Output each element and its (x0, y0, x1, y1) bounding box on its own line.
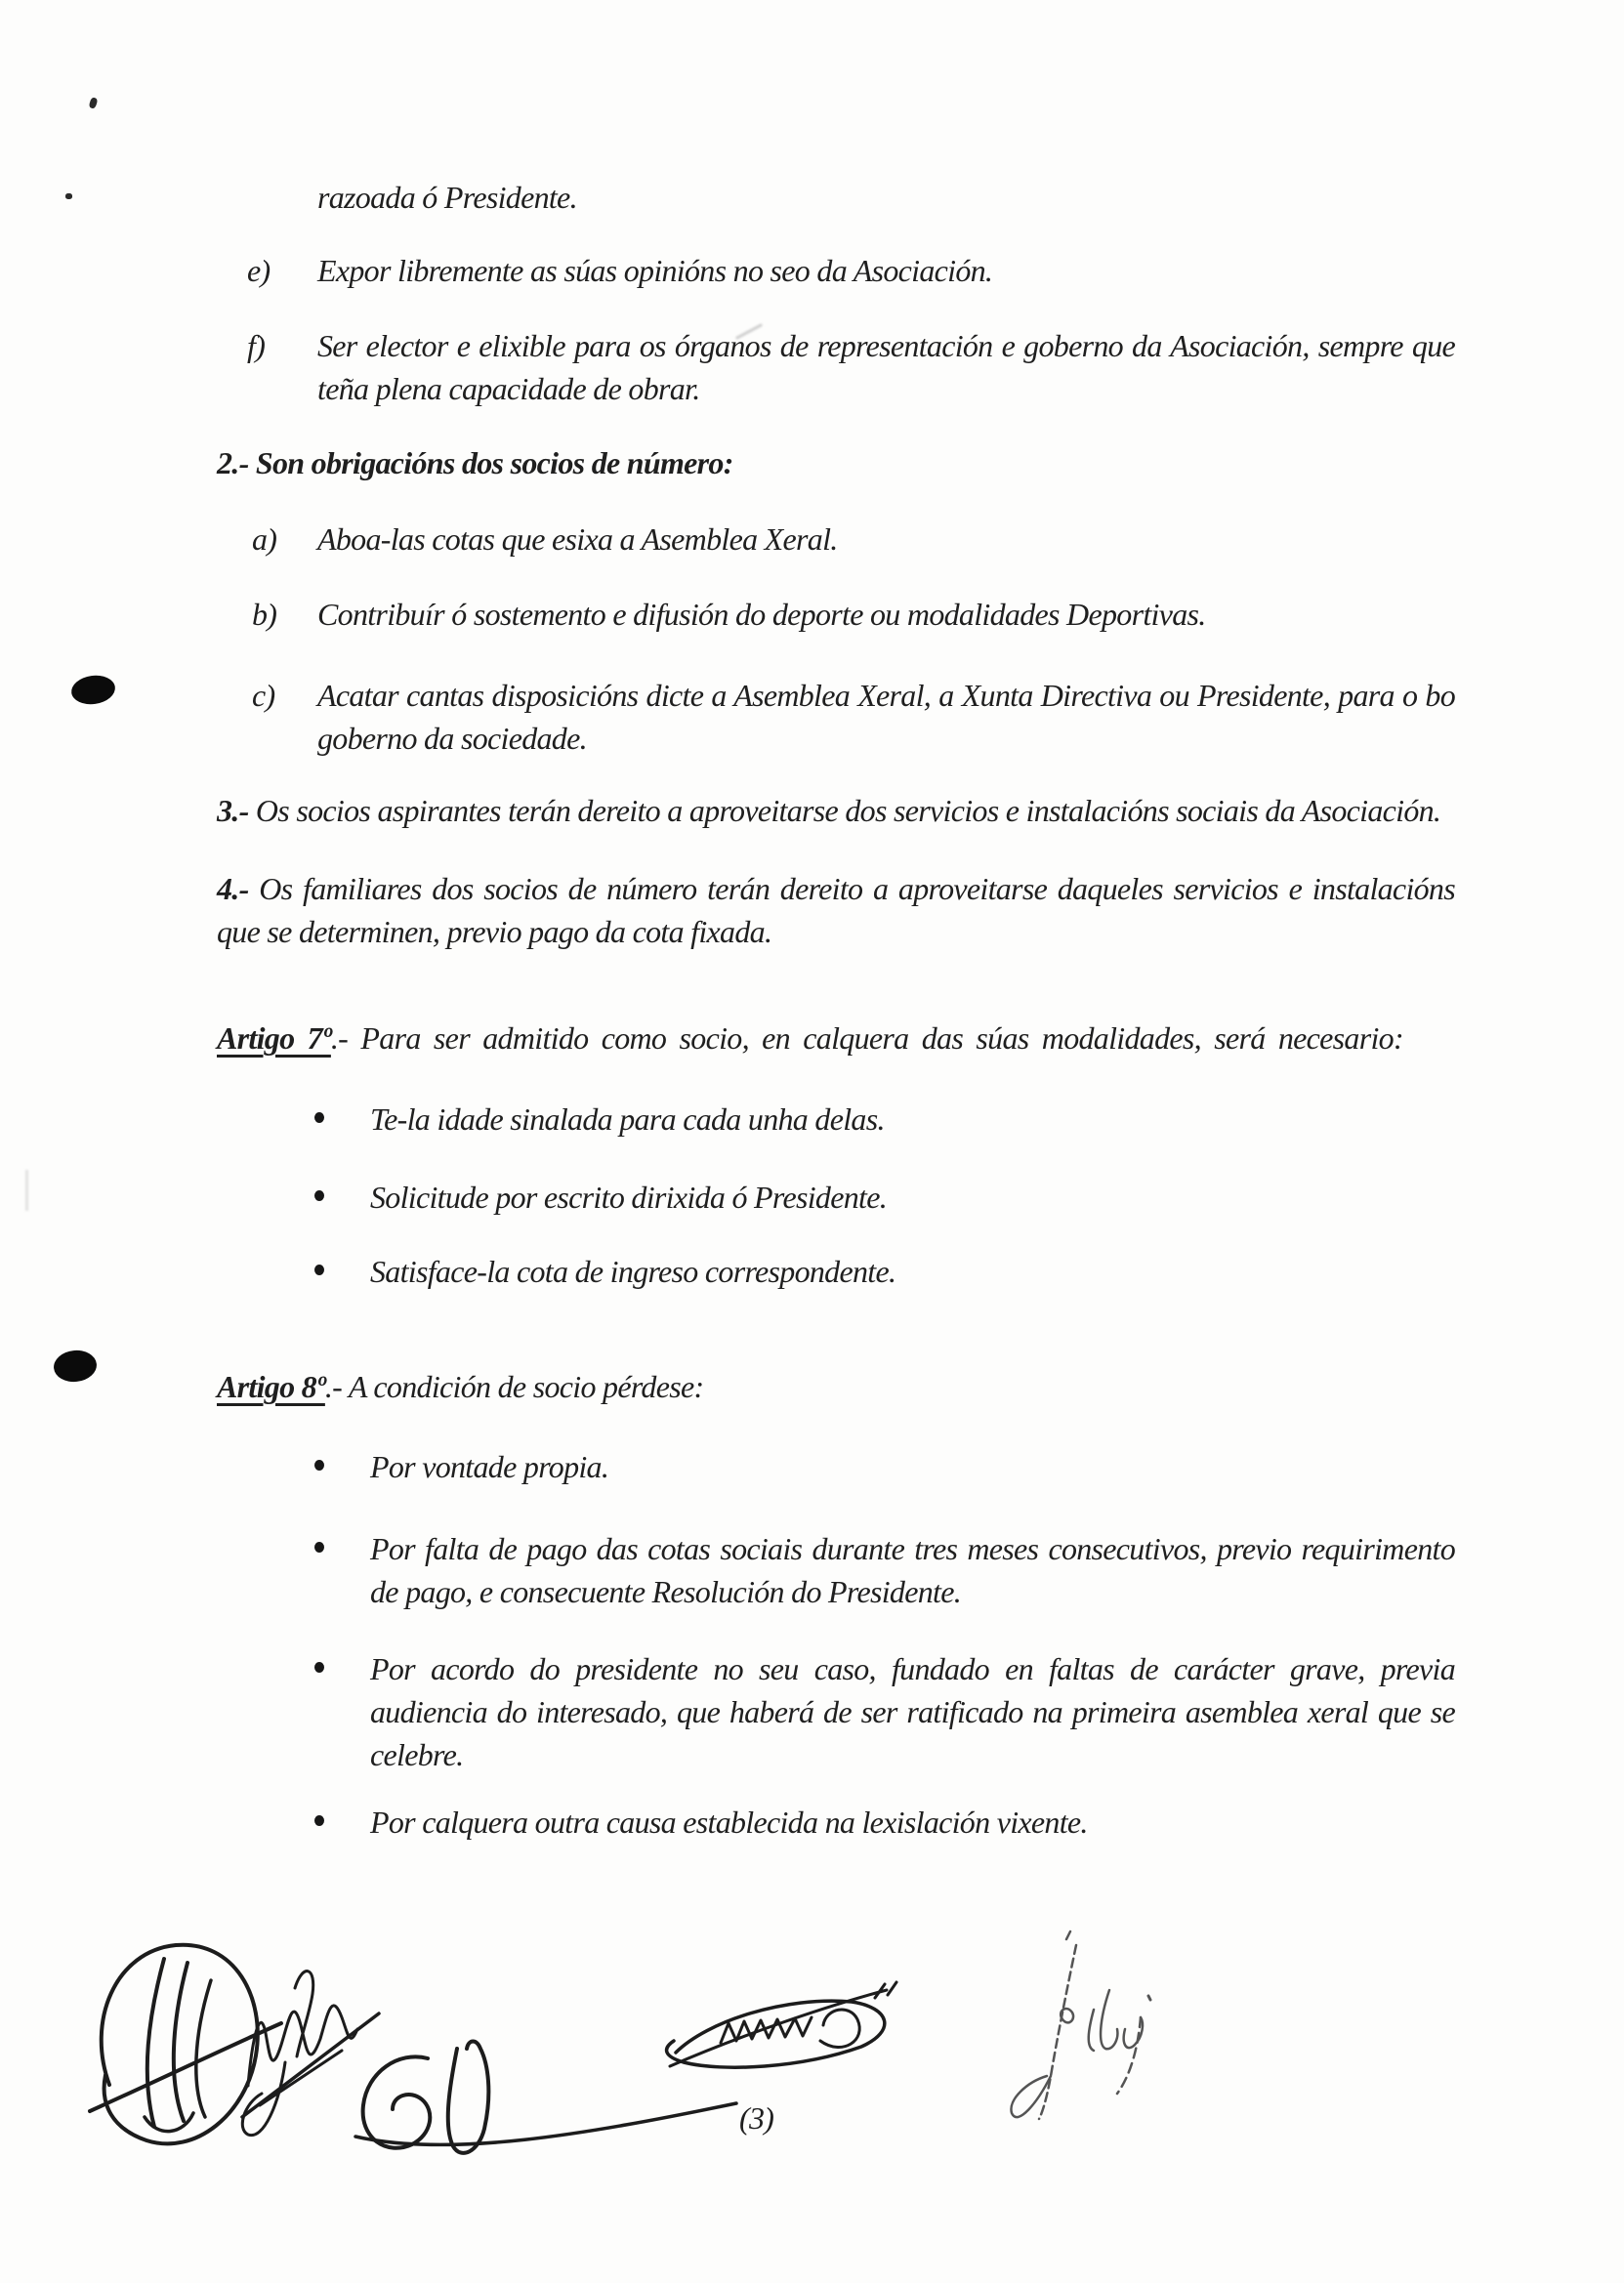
bullet-text: Por acordo do presidente no seu caso, fundado en faltas de carácter grave, previa audiencia do interesado, que haberá de ser ratificado na primeira asemblea xeral que se celebre. (370, 1651, 1455, 1772)
bullet-item (314, 1250, 1455, 1293)
scan-speck (65, 193, 72, 199)
bullet-dot (314, 1265, 324, 1275)
list-item-c (252, 674, 1455, 760)
item-letter: c) (252, 678, 275, 713)
paragraph-3 (217, 789, 1440, 832)
signature-3 (355, 2042, 736, 2153)
list-item-a (252, 518, 1455, 560)
list-item-b (252, 593, 1455, 636)
item-text: Contribuír ó sostemento e difusión do deporte ou modalidades Deportivas. (317, 597, 1206, 632)
artigo-8-label: Artigo 8º (217, 1369, 325, 1404)
artigo-7-label: Artigo 7º (217, 1020, 331, 1056)
signature-2 (242, 1972, 379, 2136)
bullet-dot (314, 1460, 324, 1471)
item-text: Ser elector e elixible para os órganos de representación e goberno da Asociación, sempre que teña plena capacidade de obrar. (317, 328, 1455, 406)
item-letter: b) (252, 597, 277, 632)
paragraph-text: Os familiares dos socios de número terán dereito a aproveitarse daqueles servicios e instalacións que se determinen, previo pago da cota fixada. (217, 871, 1455, 949)
artigo-8-heading (217, 1365, 703, 1408)
bullet-item (314, 1176, 1455, 1219)
paragraph-number: 3.- (217, 793, 249, 828)
item-text: Acatar cantas disposicións dicte a Asemblea Xeral, a Xunta Directiva ou Presidente, para o bo goberno da sociedade. (317, 678, 1455, 756)
paragraph-text: Os socios aspirantes terán dereito a aproveitarse dos servicios e instalacións sociais da Asociación. (255, 793, 1441, 828)
bullet-dot (314, 1815, 324, 1826)
bullet-item (314, 1647, 1455, 1776)
signature-5 (1011, 1931, 1150, 2119)
bullet-text: Satisface-la cota de ingreso correspondente. (370, 1254, 896, 1289)
scan-speck (88, 97, 98, 109)
bullet-text: Por vontade propia. (370, 1449, 609, 1484)
bullet-dot (314, 1190, 324, 1201)
item-letter: a) (252, 521, 277, 557)
item-letter: e) (247, 253, 271, 288)
scan-artifact (25, 1170, 28, 1211)
bullet-item (314, 1801, 1455, 1844)
punch-hole-mark (69, 673, 117, 707)
paragraph-number: 4.- (217, 871, 249, 906)
bullet-dot (314, 1542, 324, 1553)
artigo-7-heading (217, 1017, 1403, 1059)
item-text: Expor libremente as súas opinións no seo da Asociación. (317, 253, 993, 288)
punch-hole-mark (52, 1349, 98, 1384)
bullet-text: Por falta de pago das cotas sociais durante tres meses consecutivos, previo requirimento de pago, e consecuente Resolución do Presidente. (370, 1531, 1455, 1609)
signatures-graphic (39, 1894, 1260, 2217)
list-item-f (247, 324, 1455, 410)
list-item-e (247, 249, 1455, 292)
bullet-item (314, 1098, 1455, 1141)
bullet-item (314, 1527, 1455, 1613)
bullet-text: Solicitude por escrito dirixida ó Presidente. (370, 1180, 888, 1215)
artigo-8-text: .- A condición de socio pérdese: (324, 1369, 704, 1404)
bullet-dot (314, 1662, 324, 1673)
paragraph-4 (217, 867, 1455, 953)
bullet-text: Por calquera outra causa establecida na lexislación vixente. (370, 1805, 1088, 1840)
bullet-text: Te-la idade sinalada para cada unha delas. (370, 1101, 885, 1137)
paragraph-intro: razoada ó Presidente. (317, 180, 577, 215)
artigo-7-text: .- Para ser admitido como socio, en calquera das súas modalidades, será necesario: (330, 1020, 1403, 1056)
item-letter: f) (247, 328, 266, 363)
bullet-item (314, 1445, 1455, 1488)
bullet-dot (314, 1112, 324, 1123)
signature-4 (667, 1982, 896, 2067)
item-text: Aboa-las cotas que esixa a Asemblea Xeral. (317, 521, 838, 557)
section-heading-2: 2.- Son obrigacións dos socios de número: (217, 445, 733, 480)
page-number: (3) (739, 2100, 774, 2136)
